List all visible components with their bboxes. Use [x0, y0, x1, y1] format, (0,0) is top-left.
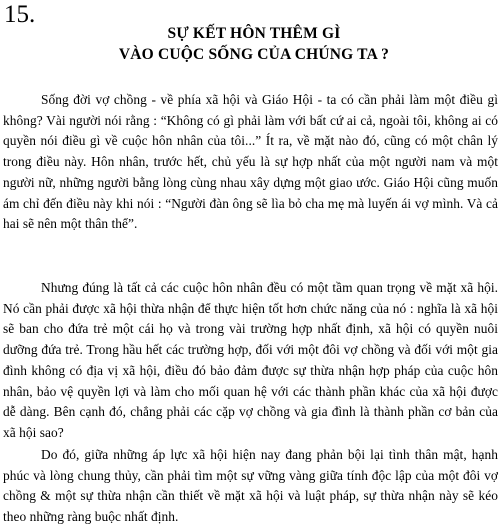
paragraph: Sống đời vợ chồng - về phía xã hội và Giáo Hội - ta có cần phải làm một điều gì không? Vài người nói rằng : “Không có gì phải làm với bất cứ ai cả, ngoài tôi, không ai có quyền nói điều gì về cuộc hôn nhân của tôi...” Ít ra, về mặt nào đó, cũng có một chân lý trong điều này. Hôn nhân, trước hết, chủ yếu là sự hợp nhất của một người nam và một người nữ, những người bằng lòng cùng nhau xây dựng một giao ước. Giáo Hội cũng muốn ám chỉ đến điều này khi nói : “Người đàn ông sẽ lìa bỏ cha mẹ mà luyến ái vợ mình. Và cả hai sẽ nên một thân thể”. — [3, 92, 498, 232]
paragraph: Do đó, giữa những áp lực xã hội hiện nay đang phản bội lại tình thân mật, hạnh phúc và lòng chung thủy, cần phải tìm một sự vững vàng giữa tính độc lập của một đôi vợ chồng & một sự thừa nhận cần thiết về mặt xã hội và luật pháp, sự thừa nhận này sẽ kéo theo những ràng buộc nhất định. — [3, 447, 498, 525]
paragraph: Nhưng đúng là tất cả các cuộc hôn nhân đều có một tầm quan trọng về mặt xã hội. Nó cần phải được xã hội thừa nhận để thực hiện tốt hơn chức năng của nó : nghĩa là xã hội sẽ ban cho đứa trẻ một cái họ và trong vài trường hợp nhất định, xã hội có quyền nuôi dưỡng đứa trẻ. Trong hầu hết các trường hợp, đối với một đôi vợ chồng và đối với một gia đình không có địa vị xã hội, điều đó bảo đảm được sự thừa nhận hợp pháp của cuộc hôn nhân, bảo vệ quyền lợi và làm cho mối quan hệ với các thành phần khác của xã hội được dễ dàng. Bên cạnh đó, chẳng phải các cặp vợ chồng và gia đình là thành phần cơ bản của xã hội sao? — [3, 280, 498, 440]
chapter-title-line-1: SỰ KẾT HÔN THÊM GÌ — [167, 25, 341, 42]
chapter-title-line-2: VÀO CUỘC SỐNG CỦA CHÚNG TA ? — [118, 46, 390, 63]
chapter-number: 15. — [4, 1, 36, 28]
